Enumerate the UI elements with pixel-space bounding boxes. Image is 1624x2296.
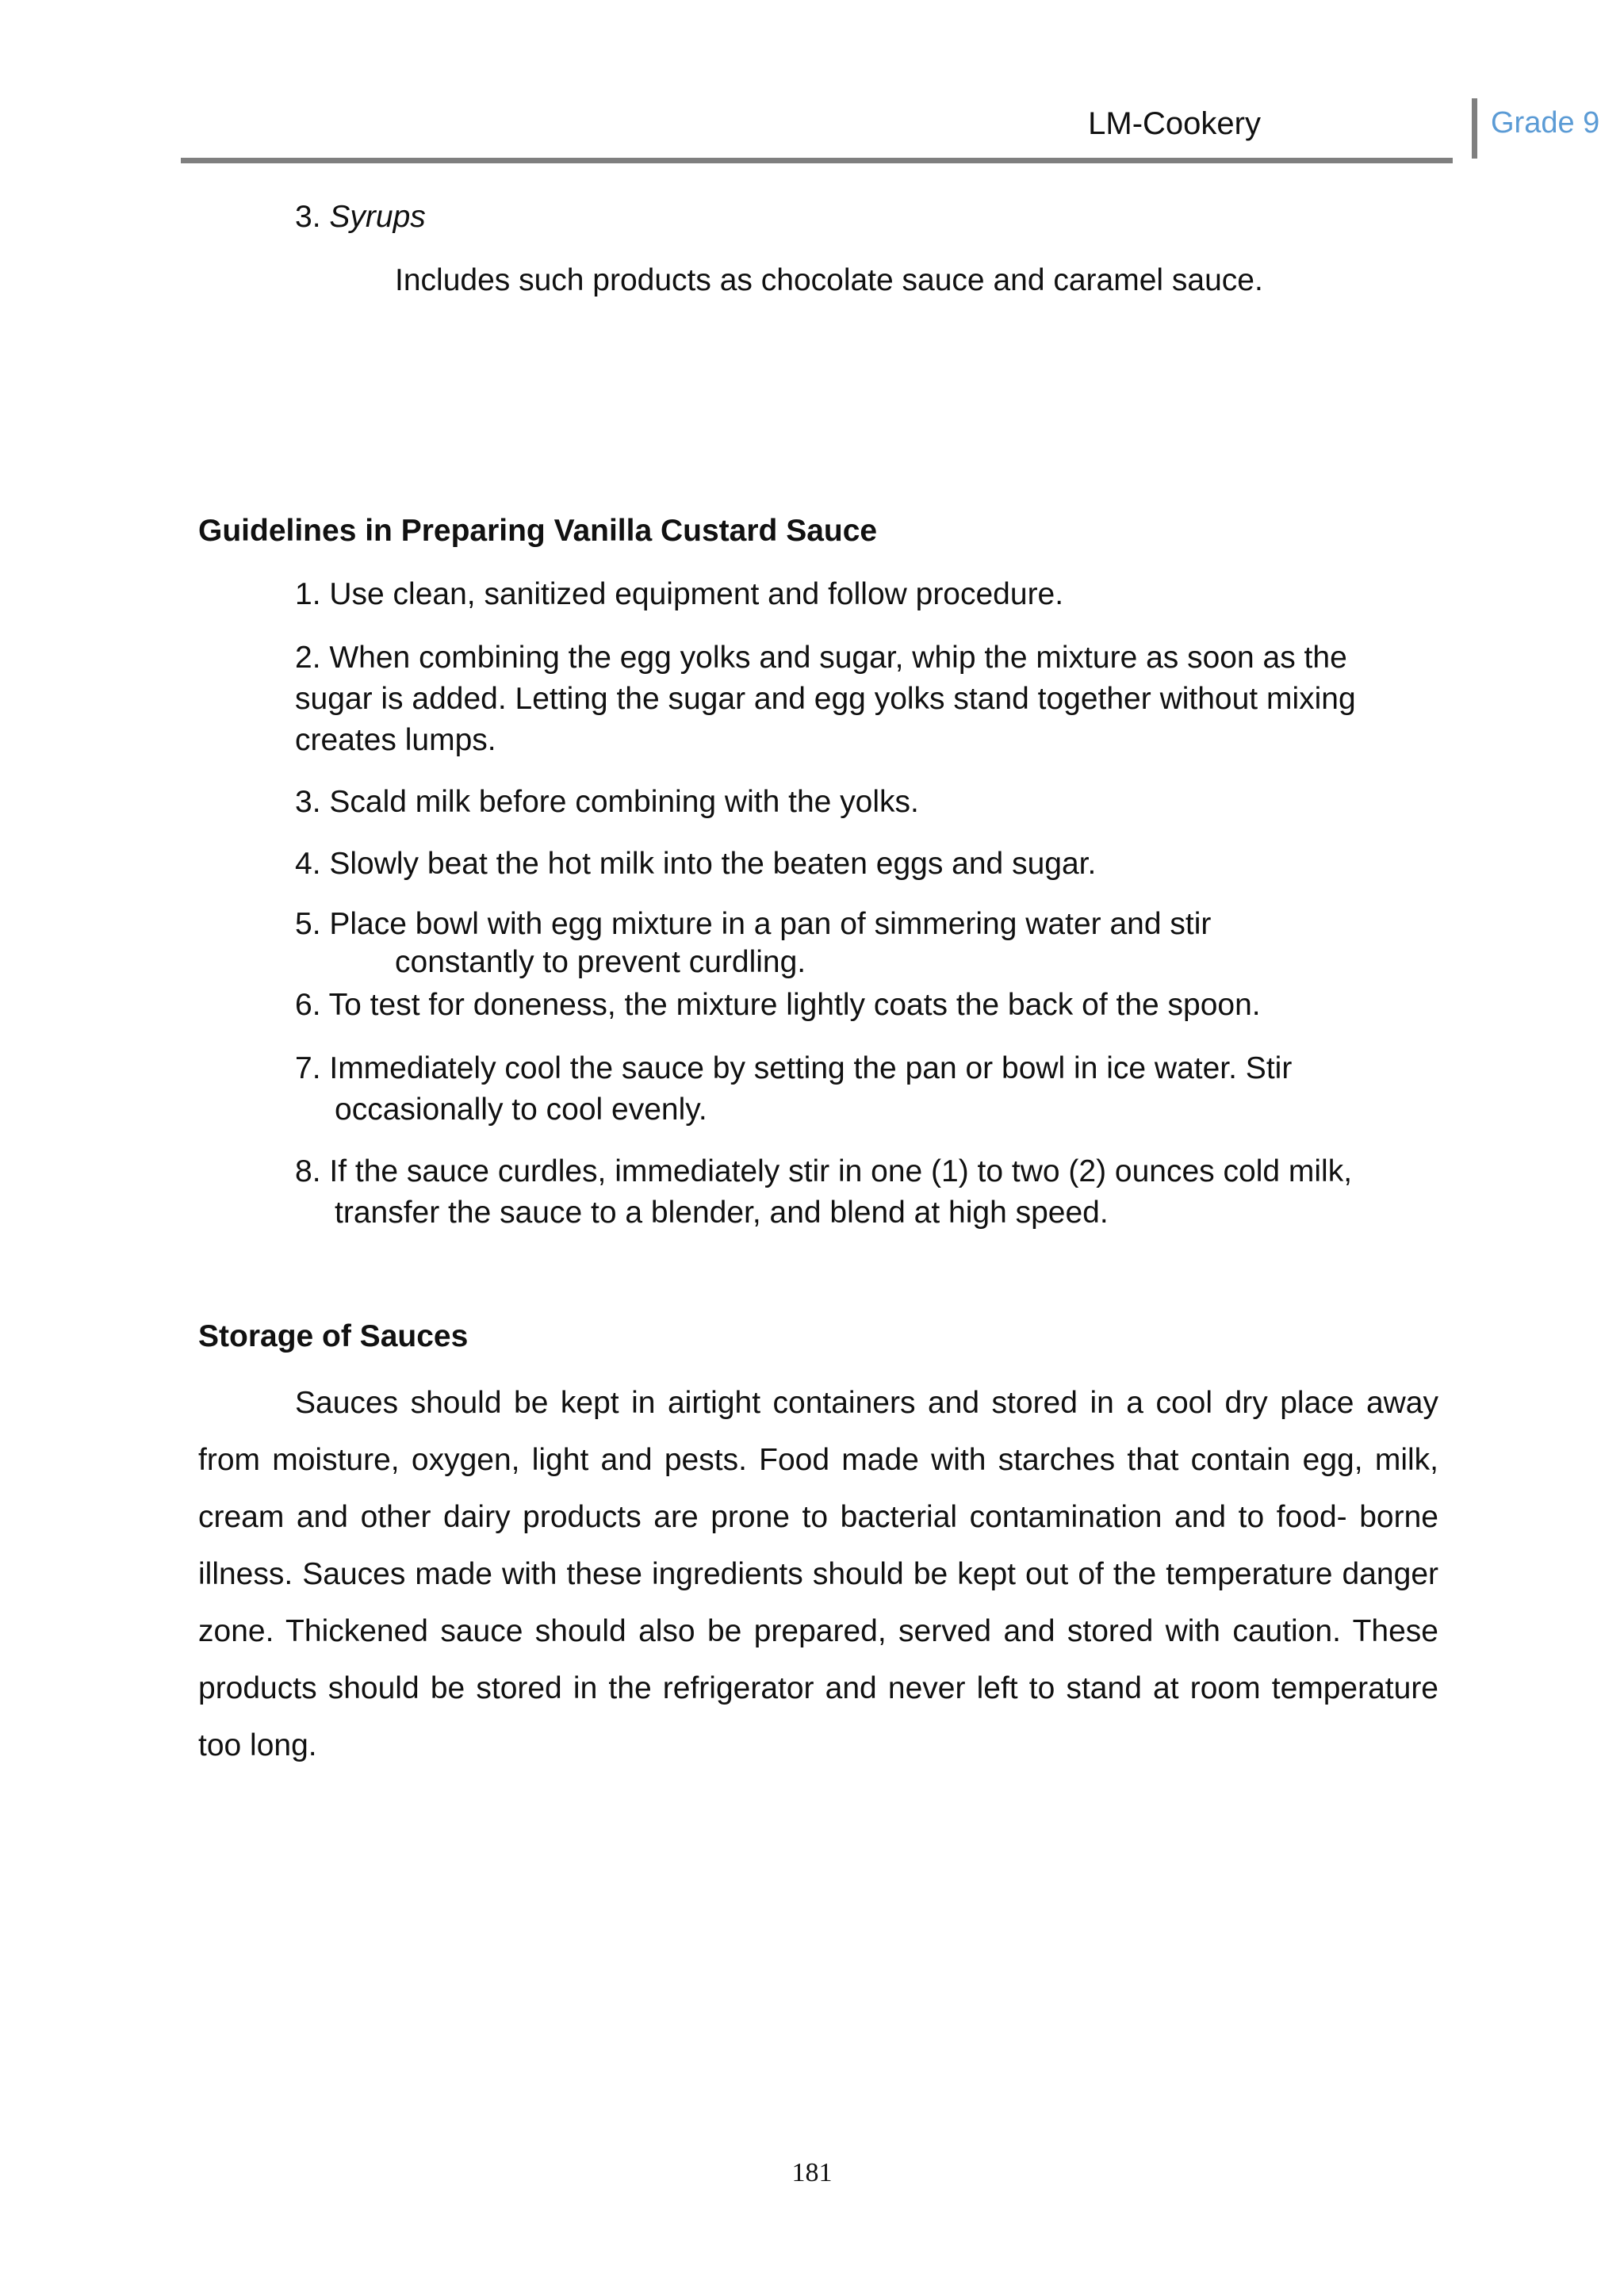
guideline-line: 7. Immediately cool the sauce by setting the pan or bowl in ice water. Stir	[295, 1051, 1293, 1085]
syrups-heading	[295, 197, 426, 238]
guideline-line: 3. Scald milk before combining with the yolks.	[295, 785, 919, 819]
guideline-line: occasionally to cool evenly.	[335, 1093, 707, 1127]
header-divider	[1472, 98, 1477, 159]
guideline-item-2	[295, 637, 1356, 761]
storage-heading: Storage of Sauces	[198, 1319, 469, 1353]
guideline-line: transfer the sauce to a blender, and blend at high speed.	[335, 1196, 1109, 1230]
syrups-number: 3.	[295, 200, 321, 234]
header-grade: Grade 9	[1491, 106, 1600, 140]
guideline-line: 5. Place bowl with egg mixture in a pan of simmering water and stir	[295, 907, 1212, 941]
guidelines-heading: Guidelines in Preparing Vanilla Custard Sauce	[198, 514, 878, 548]
storage-paragraph-text: Sauces should be kept in airtight containers and stored in a cool dry place away from moisture, oxygen, light and pests. Food made with starches that contain egg, milk, cream and other dairy products are prone to bacterial contamination and to food- borne illness. Sauces made with these ingredients should be kept out of the temperature danger zone. Thickened sauce should also be prepared, served and stored with caution. These products should be stored in the refrigerator and never left to stand at room temperature too long.	[198, 1386, 1438, 1762]
guideline-line: 1. Use clean, sanitized equipment and follow procedure.	[295, 577, 1064, 611]
page-number: 181	[791, 2158, 833, 2187]
syrups-description: Includes such products as chocolate sauce and caramel sauce.	[395, 263, 1263, 297]
header-title: LM-Cookery	[1088, 106, 1261, 141]
syrups-title: Syrups	[329, 200, 426, 234]
guideline-item-6	[295, 985, 1261, 1026]
guideline-line: 6. To test for doneness, the mixture lightly coats the back of the spoon.	[295, 988, 1261, 1022]
guideline-line: creates lumps.	[295, 723, 496, 757]
guideline-line: 4. Slowly beat the hot milk into the beaten eggs and sugar.	[295, 847, 1097, 881]
guideline-line: sugar is added. Letting the sugar and egg yolks stand together without mixing	[295, 682, 1356, 716]
guideline-item-7	[295, 1048, 1292, 1131]
guideline-item-8	[295, 1151, 1352, 1234]
guideline-item-5	[295, 905, 1211, 982]
header-rule	[181, 158, 1453, 163]
guideline-item-4	[295, 844, 1096, 885]
guideline-line: 2. When combining the egg yolks and sugar, whip the mixture as soon as the	[295, 641, 1347, 675]
guideline-item-3	[295, 782, 919, 823]
page-header	[181, 95, 1600, 165]
guideline-line: constantly to prevent curdling.	[395, 945, 806, 979]
guideline-item-1	[295, 574, 1063, 615]
storage-paragraph	[198, 1375, 1438, 1774]
guideline-line: 8. If the sauce curdles, immediately stir in one (1) to two (2) ounces cold milk,	[295, 1154, 1353, 1188]
